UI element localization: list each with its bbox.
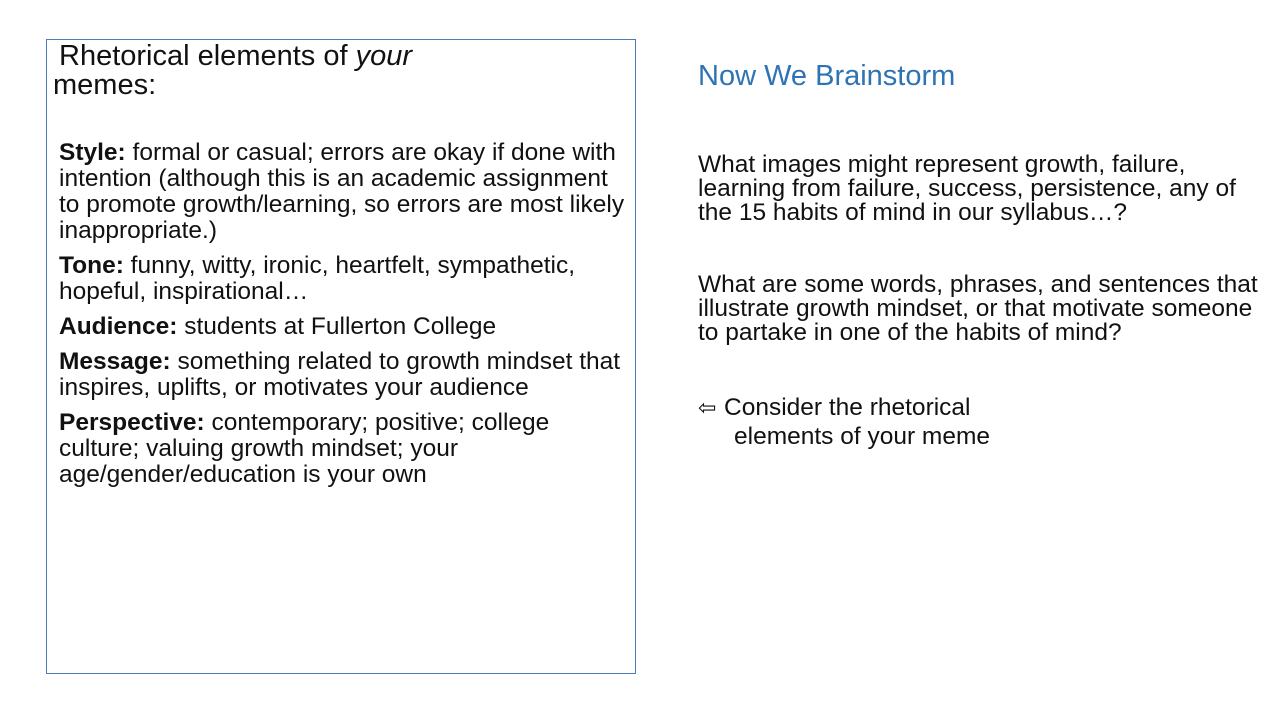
consider-note — [698, 393, 1258, 451]
item-label: Perspective: — [59, 409, 205, 436]
item-label: Audience: — [59, 313, 178, 340]
list-item-tone — [59, 253, 625, 305]
rhetorical-elements-box — [46, 39, 636, 674]
item-label: Tone: — [59, 252, 124, 279]
list-item-perspective — [59, 410, 625, 488]
list-item-audience — [59, 314, 625, 340]
item-label: Message: — [59, 348, 171, 375]
item-text: something related to growth mindset that inspires, uplifts, or motivates your audience — [59, 348, 621, 401]
brainstorm-title: Now We Brainstorm — [698, 60, 956, 92]
item-label: Style: — [59, 139, 126, 166]
list-item-message — [59, 349, 625, 401]
question-words: What are some words, phrases, and sentences that illustrate growth mindset, or that motivate someone to partake in one of the habits of mind? — [698, 271, 1258, 346]
item-text: formal or casual; errors are okay if done with intention (although this is an academic assignment to promote growth/learning, so errors are most likely inappropriate.) — [59, 139, 625, 244]
consider-line1: Consider the rhetorical — [724, 394, 971, 421]
question-images: What images might represent growth, failure, learning from failure, success, persistence, any of the 15 habits of mind in our syllabus…? — [698, 151, 1236, 226]
item-text: contemporary; positive; college culture; valuing growth mindset; your age/gender/education is your own — [59, 409, 550, 488]
item-text: funny, witty, ironic, heartfelt, sympathetic, hopeful, inspirational… — [59, 252, 576, 305]
item-text: students at Fullerton College — [177, 313, 497, 340]
consider-line2: elements of your meme — [734, 423, 990, 450]
left-title — [53, 40, 625, 101]
brainstorm-section — [698, 58, 1258, 451]
left-title-italic: your — [355, 40, 413, 72]
consider-text — [724, 393, 1084, 451]
rhetorical-elements-list — [59, 140, 625, 488]
left-title-part1: Rhetorical elements of — [59, 40, 356, 72]
left-arrow-icon: ⇦ — [698, 395, 717, 420]
left-title-part2: memes: — [53, 69, 157, 101]
list-item-style — [59, 140, 625, 244]
